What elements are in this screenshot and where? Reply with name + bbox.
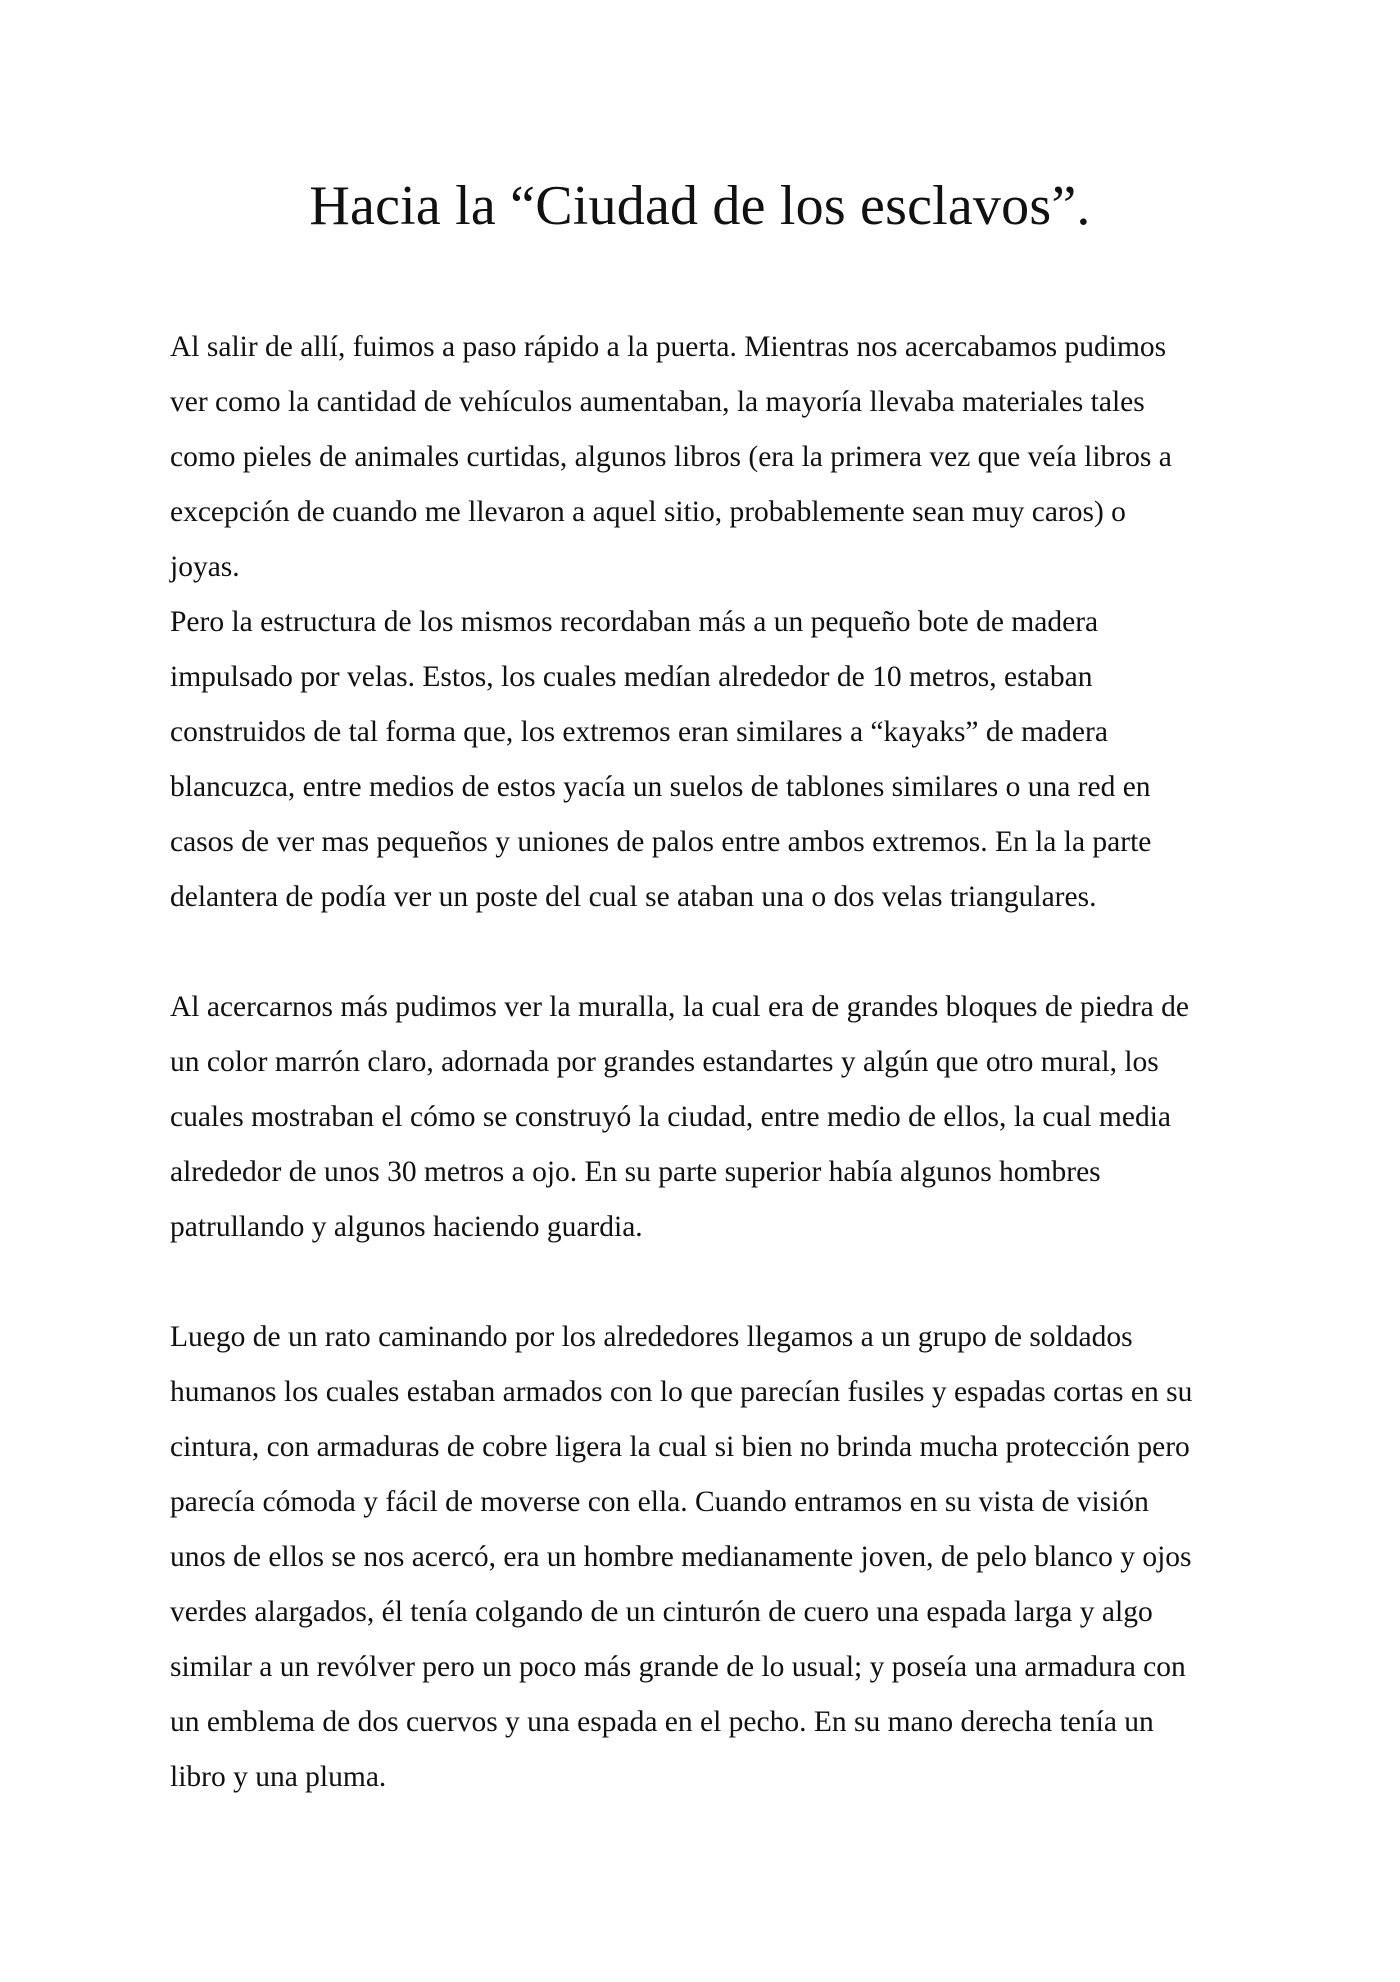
text-line: blancuzca, entre medios de estos yacía un suelos de tablones similares o una red en [170, 771, 1151, 803]
text-line: un color marrón claro, adornada por grandes estandartes y algún que otro mural, los [170, 1046, 1159, 1078]
text-line: como pieles de animales curtidas, algunos libros (era la primera vez que veía libros a [170, 441, 1172, 473]
text-line: cintura, con armaduras de cobre ligera la cual si bien no brinda mucha protección pero [170, 1431, 1190, 1463]
text-line: Luego de un rato caminando por los alrededores llegamos a un grupo de soldados [170, 1321, 1133, 1353]
document-body [170, 320, 1260, 1805]
text-line: impulsado por velas. Estos, los cuales medían alrededor de 10 metros, estaban [170, 661, 1093, 693]
text-line: Al salir de allí, fuimos a paso rápido a la puerta. Mientras nos acercabamos pudimos [170, 331, 1167, 363]
paragraph-4 [170, 1310, 1260, 1805]
text-line: Al acercarnos más pudimos ver la muralla, la cual era de grandes bloques de piedra de [170, 991, 1189, 1023]
text-line: verdes alargados, él tenía colgando de un cinturón de cuero una espada larga y algo [170, 1596, 1153, 1628]
paragraph-1 [170, 320, 1260, 595]
text-line: un emblema de dos cuervos y una espada en el pecho. En su mano derecha tenía un [170, 1706, 1154, 1738]
text-line: casos de ver mas pequeños y uniones de palos entre ambos extremos. En la la parte [170, 826, 1152, 858]
text-line: construidos de tal forma que, los extremos eran similares a “kayaks” de madera [170, 716, 1108, 748]
paragraph-3 [170, 980, 1260, 1255]
document-title: Hacia la “Ciudad de los esclavos”. [309, 175, 1091, 237]
paragraph-2 [170, 595, 1260, 925]
text-line: cuales mostraban el cómo se construyó la ciudad, entre medio de ellos, la cual media [170, 1101, 1172, 1133]
text-line: delantera de podía ver un poste del cual se ataban una o dos velas triangulares. [170, 881, 1097, 913]
text-line: Pero la estructura de los mismos recordaban más a un pequeño bote de madera [170, 606, 1099, 638]
text-line: unos de ellos se nos acercó, era un hombre medianamente joven, de pelo blanco y ojos [170, 1541, 1192, 1573]
text-line: patrullando y algunos haciendo guardia. [170, 1211, 643, 1243]
text-line: humanos los cuales estaban armados con lo que parecían fusiles y espadas cortas en su [170, 1376, 1193, 1408]
text-line: excepción de cuando me llevaron a aquel sitio, probablemente sean muy caros) o [170, 496, 1126, 528]
paragraph-spacer [170, 1255, 1260, 1310]
text-line: ver como la cantidad de vehículos aumentaban, la mayoría llevaba materiales tales [170, 386, 1145, 418]
text-line: similar a un revólver pero un poco más grande de lo usual; y poseía una armadura con [170, 1651, 1186, 1683]
text-line: libro y una pluma. [170, 1761, 387, 1793]
text-line: alrededor de unos 30 metros a ojo. En su parte superior había algunos hombres [170, 1156, 1101, 1188]
text-line: parecía cómoda y fácil de moverse con ella. Cuando entramos en su vista de visión [170, 1486, 1149, 1518]
paragraph-spacer [170, 925, 1260, 980]
text-line: joyas. [170, 551, 240, 583]
